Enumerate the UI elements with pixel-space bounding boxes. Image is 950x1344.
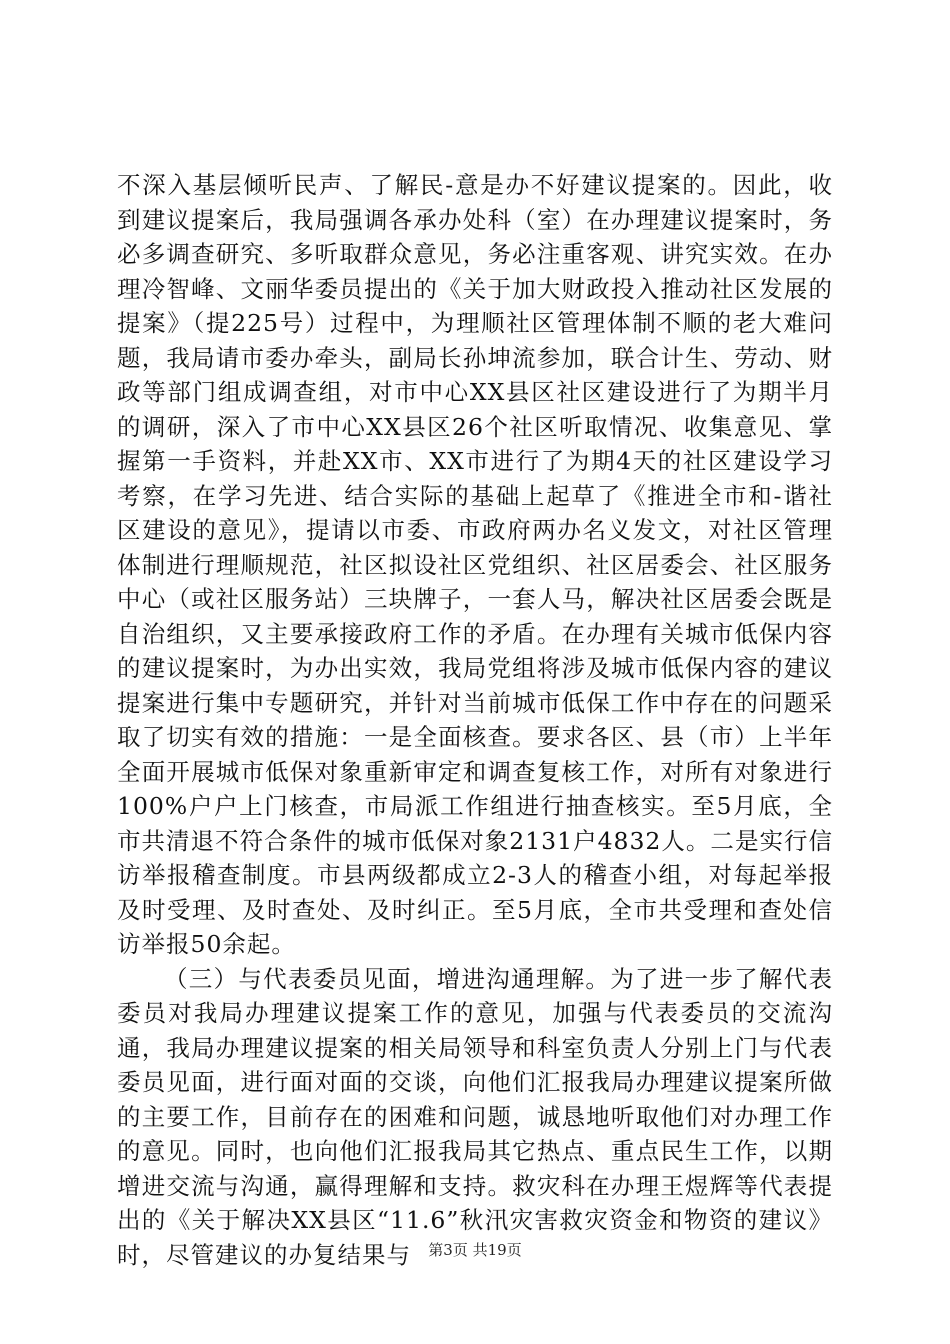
body-paragraph-1: 不深入基层倾听民声、了解民-意是办不好建议提案的。因此，收到建议提案后，我局强调各承办处科（室）在办理建议提案时，务必多调查研究、多听取群众意见，务必注重客观、讲究实效。在办理冷智峰、文丽华委员提出的《关于加大财政投入推动社区发展的提案》（提225号）过程中，为理顺社区管理体制不顺的老大难问题，我局请市委办牵头，副局长孙坤流参加，联合计生、劳动、财政等部门组成调查组，对市中心XX县区社区建设进行了为期半月的调研，深入了市中心XX县区26个社区听取情况、收集意见、掌握第一手资料，并赴XX市、XX市进行了为期4天的社区建设学习考察，在学习先进、结合实际的基础上起草了《推进全市和-谐社区建设的意见》，提请以市委、市政府两办名义发文，对社区管理体制进行理顺规范，社区拟设社区党组织、社区居委会、社区服务中心（或社区服务站）三块牌子，一套人马，解决社区居委会既是自治组织，又主要承接政府工作的矛盾。在办理有关城市低保内容的建议提案时，为办出实效，我局党组将涉及城市低保内容的建议提案进行集中专题研究，并针对当前城市低保工作中存在的问题采取了切实有效的措施：一是全面核查。要求各区、县（市）上半年全面开展城市低保对象重新审定和调查复核工作，对所有对象进行100%户户上门核查，市局派工作组进行抽查核实。至5月底，全市共清退不符合条件的城市低保对象2131户4832人。二是实行信访举报稽查制度。市县两级都成立2-3人的稽查小组，对每起举报及时受理、及时查处、及时纠正。至5月底，全市共受理和查处信访举报50余起。 <box>117 171 833 958</box>
page-number-footer: 第3页 共19页 <box>428 1241 522 1259</box>
body-paragraph-2: （三）与代表委员见面，增进沟通理解。为了进一步了解代表委员对我局办理建议提案工作的意见，加强与代表委员的交流沟通，我局办理建议提案的相关局领导和科室负责人分别上门与代表委员见面，进行面对面的交谈，向他们汇报我局办理建议提案所做的主要工作，目前存在的困难和问题，诚恳地听取他们对办理工作的意见。同时，也向他们汇报我局其它热点、重点民生工作，以期增进交流与沟通，赢得理解和支持。救灾科在办理王煜辉等代表提出的《关于解决XX县区“11.6”秋汛灾害救灾资金和物资的建议》时，尽管建议的办复结果与 <box>117 964 833 1269</box>
document-body <box>117 168 833 1272</box>
